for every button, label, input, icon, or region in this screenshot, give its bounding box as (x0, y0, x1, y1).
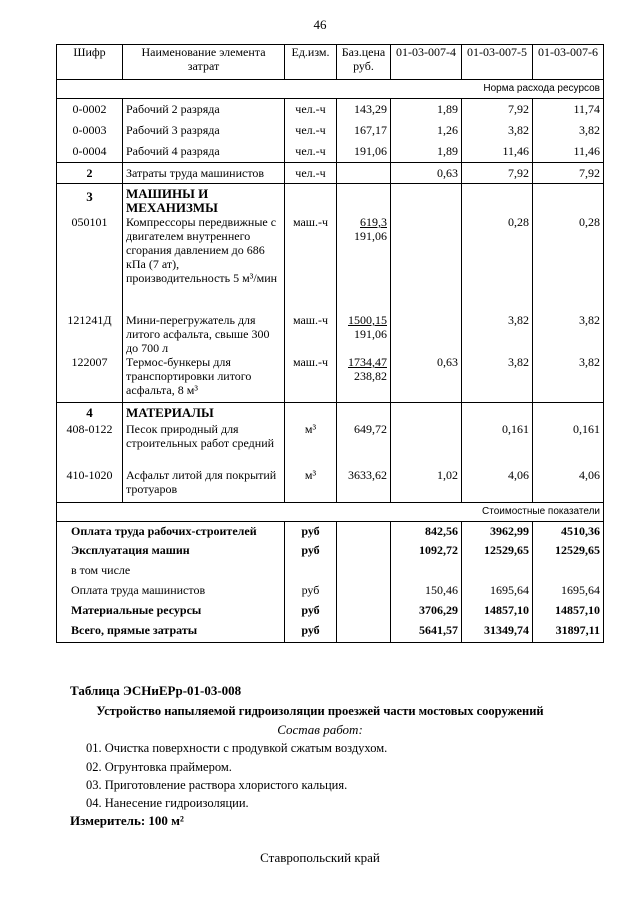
cell-value-3: 4,06 (533, 468, 604, 502)
cost-unit: руб (285, 541, 337, 561)
norm-label: Норма расхода ресурсов (57, 80, 604, 99)
works-title: Состав работ: (277, 722, 363, 737)
cell-code: 0-0003 (57, 120, 123, 141)
cost-value-3: 1695,64 (533, 581, 604, 601)
cell-value-2: 11,46 (462, 141, 533, 163)
cell-value-2: 7,92 (462, 163, 533, 184)
cell-value-2: 3,82 (462, 355, 533, 402)
cell-value-2: 4,06 (462, 468, 533, 502)
cost-unit (285, 561, 337, 581)
cost-value-3: 12529,65 (533, 541, 604, 561)
section-row-machines (57, 184, 604, 216)
cost-value-2 (462, 561, 533, 581)
cost-name: Оплата труда машинистов (57, 581, 285, 601)
price-upper: 619,3 (360, 215, 387, 229)
cell-code: 122007 (57, 355, 123, 402)
cost-name: в том числе (57, 561, 285, 581)
cell-unit: м³ (285, 468, 337, 502)
cell-value-3: 0,161 (533, 420, 604, 468)
cost-row (57, 601, 604, 621)
cell-code: 4 (57, 402, 123, 420)
cost-value-1: 1092,72 (391, 541, 462, 561)
cell-unit: чел.-ч (285, 99, 337, 120)
cell-name: Рабочий 4 разряда (123, 141, 285, 163)
cell-name: Рабочий 3 разряда (123, 120, 285, 141)
section-row-materials (57, 402, 604, 420)
next-table-title: Таблица ЭСНиЕРр-01-03-008 (70, 683, 242, 698)
meter-unit: Измеритель: 100 м² (70, 813, 184, 828)
table-row (57, 313, 604, 355)
cost-unit: руб (285, 621, 337, 642)
cell-price: 143,29 (337, 99, 391, 120)
cell-price: 3633,62 (337, 468, 391, 502)
cell-unit: маш.-ч (285, 355, 337, 402)
cost-row (57, 521, 604, 541)
norm-label-row (57, 80, 604, 99)
cell-value-3: 7,92 (533, 163, 604, 184)
price-lower: 191,06 (354, 327, 387, 341)
table-row (57, 355, 604, 402)
cell-name: Песок природный для строительных работ средний (123, 420, 285, 468)
cell-code: 0-0004 (57, 141, 123, 163)
work-item: 04. Нанесение гидроизоляции. (86, 796, 249, 810)
cell-value-2: 3,82 (462, 313, 533, 355)
resource-table (56, 44, 604, 643)
cost-label-row (57, 502, 604, 521)
cost-name: Оплата труда рабочих-строителей (57, 521, 285, 541)
header-code: Шифр (57, 45, 123, 80)
cost-value-1: 150,46 (391, 581, 462, 601)
cost-unit: руб (285, 581, 337, 601)
cost-row (57, 561, 604, 581)
cost-value-2: 14857,10 (462, 601, 533, 621)
cost-name: Всего, прямые затраты (57, 621, 285, 642)
cell-price: 649,72 (337, 420, 391, 468)
cell-value-1: 1,26 (391, 120, 462, 141)
price-lower: 191,06 (354, 229, 387, 243)
cell-price (337, 355, 391, 402)
table-row (57, 99, 604, 120)
table-row (57, 420, 604, 468)
cell-price (337, 163, 391, 184)
header-col-1: 01-03-007-4 (391, 45, 462, 80)
work-item: 02. Огрунтовка праймером. (86, 760, 232, 774)
cost-value-3: 14857,10 (533, 601, 604, 621)
cell-code: 408-0122 (57, 420, 123, 468)
cell-code: 121241Д (57, 313, 123, 355)
cell-unit: чел.-ч (285, 163, 337, 184)
cost-value-2: 3962,99 (462, 521, 533, 541)
cost-value-2: 1695,64 (462, 581, 533, 601)
cell-name: Мини-перегружатель для литого асфальта, свыше 300 до 700 л (123, 313, 285, 355)
cell-value-3: 11,46 (533, 141, 604, 163)
cell-price: 167,17 (337, 120, 391, 141)
header-name: Наименование элемента затрат (123, 45, 285, 80)
cost-name: Эксплуатация машин (57, 541, 285, 561)
table-header-row (57, 45, 604, 80)
cell-unit: маш.-ч (285, 215, 337, 313)
cell-value-1: 0,63 (391, 355, 462, 402)
cost-value-2: 31349,74 (462, 621, 533, 642)
cost-unit: руб (285, 521, 337, 541)
table-row (57, 215, 604, 313)
cost-value-3: 31897,11 (533, 621, 604, 642)
cell-price (337, 215, 391, 313)
work-item: 03. Приготовление раствора хлористого кальция. (86, 778, 348, 792)
cell-value-3: 3,82 (533, 313, 604, 355)
cell-value-3: 11,74 (533, 99, 604, 120)
cost-value-3: 4510,36 (533, 521, 604, 541)
cell-code: 3 (57, 184, 123, 216)
cell-value-1: 1,89 (391, 99, 462, 120)
cell-unit: маш.-ч (285, 313, 337, 355)
cell-value-2: 0,161 (462, 420, 533, 468)
cell-unit: чел.-ч (285, 120, 337, 141)
cell-name: Рабочий 2 разряда (123, 99, 285, 120)
header-price: Баз.цена руб. (337, 45, 391, 80)
next-table-heading: Устройство напыляемой гидроизоляции проезжей части мостовых сооружений (96, 704, 544, 718)
cell-price: 191,06 (337, 141, 391, 163)
cell-value-1: 0,63 (391, 163, 462, 184)
cell-price (337, 313, 391, 355)
cost-value-1 (391, 561, 462, 581)
cost-row (57, 621, 604, 642)
cell-unit: м³ (285, 420, 337, 468)
cost-value-1: 842,56 (391, 521, 462, 541)
cell-code: 050101 (57, 215, 123, 313)
table-row (57, 468, 604, 502)
cell-value-1 (391, 313, 462, 355)
cost-row (57, 581, 604, 601)
section-title: МАТЕРИАЛЫ (123, 402, 285, 420)
footer-region: Ставропольский край (260, 850, 380, 865)
cell-value-1 (391, 215, 462, 313)
cost-value-1: 3706,29 (391, 601, 462, 621)
cell-value-2: 7,92 (462, 99, 533, 120)
cost-unit: руб (285, 601, 337, 621)
cost-value-2: 12529,65 (462, 541, 533, 561)
cell-value-3: 0,28 (533, 215, 604, 313)
machinists-row (57, 163, 604, 184)
header-unit: Ед.изм. (285, 45, 337, 80)
cell-value-1: 1,89 (391, 141, 462, 163)
cell-name: Компрессоры передвижные с двигателем внутреннего сгорания давлением до 686 кПа (7 ат), производительность 5 м³/мин (123, 215, 285, 313)
table-row (57, 141, 604, 163)
cell-code: 410-1020 (57, 468, 123, 502)
cell-value-3: 3,82 (533, 355, 604, 402)
cell-name: Затраты труда машинистов (123, 163, 285, 184)
cost-name: Материальные ресурсы (57, 601, 285, 621)
page-number: 46 (313, 17, 327, 32)
header-col-2: 01-03-007-5 (462, 45, 533, 80)
cell-unit: чел.-ч (285, 141, 337, 163)
section-title: МАШИНЫ И МЕХАНИЗМЫ (123, 184, 285, 216)
cell-value-1 (391, 420, 462, 468)
cell-value-3: 3,82 (533, 120, 604, 141)
cell-name: Термос-бункеры для транспортировки литого асфальта, 8 м³ (123, 355, 285, 402)
price-upper: 1500,15 (348, 313, 387, 327)
cell-value-1: 1,02 (391, 468, 462, 502)
header-col-3: 01-03-007-6 (533, 45, 604, 80)
work-item: 01. Очистка поверхности с продувкой сжатым воздухом. (86, 741, 388, 755)
table-row (57, 120, 604, 141)
cell-name: Асфальт литой для покрытий тротуаров (123, 468, 285, 502)
cost-value-3 (533, 561, 604, 581)
cost-value-1: 5641,57 (391, 621, 462, 642)
cost-label: Стоимостные показатели (57, 502, 604, 521)
cell-value-2: 0,28 (462, 215, 533, 313)
cell-value-2: 3,82 (462, 120, 533, 141)
price-upper: 1734,47 (348, 355, 387, 369)
cell-code: 2 (57, 163, 123, 184)
cost-row (57, 541, 604, 561)
price-lower: 238,82 (354, 369, 387, 383)
cell-code: 0-0002 (57, 99, 123, 120)
